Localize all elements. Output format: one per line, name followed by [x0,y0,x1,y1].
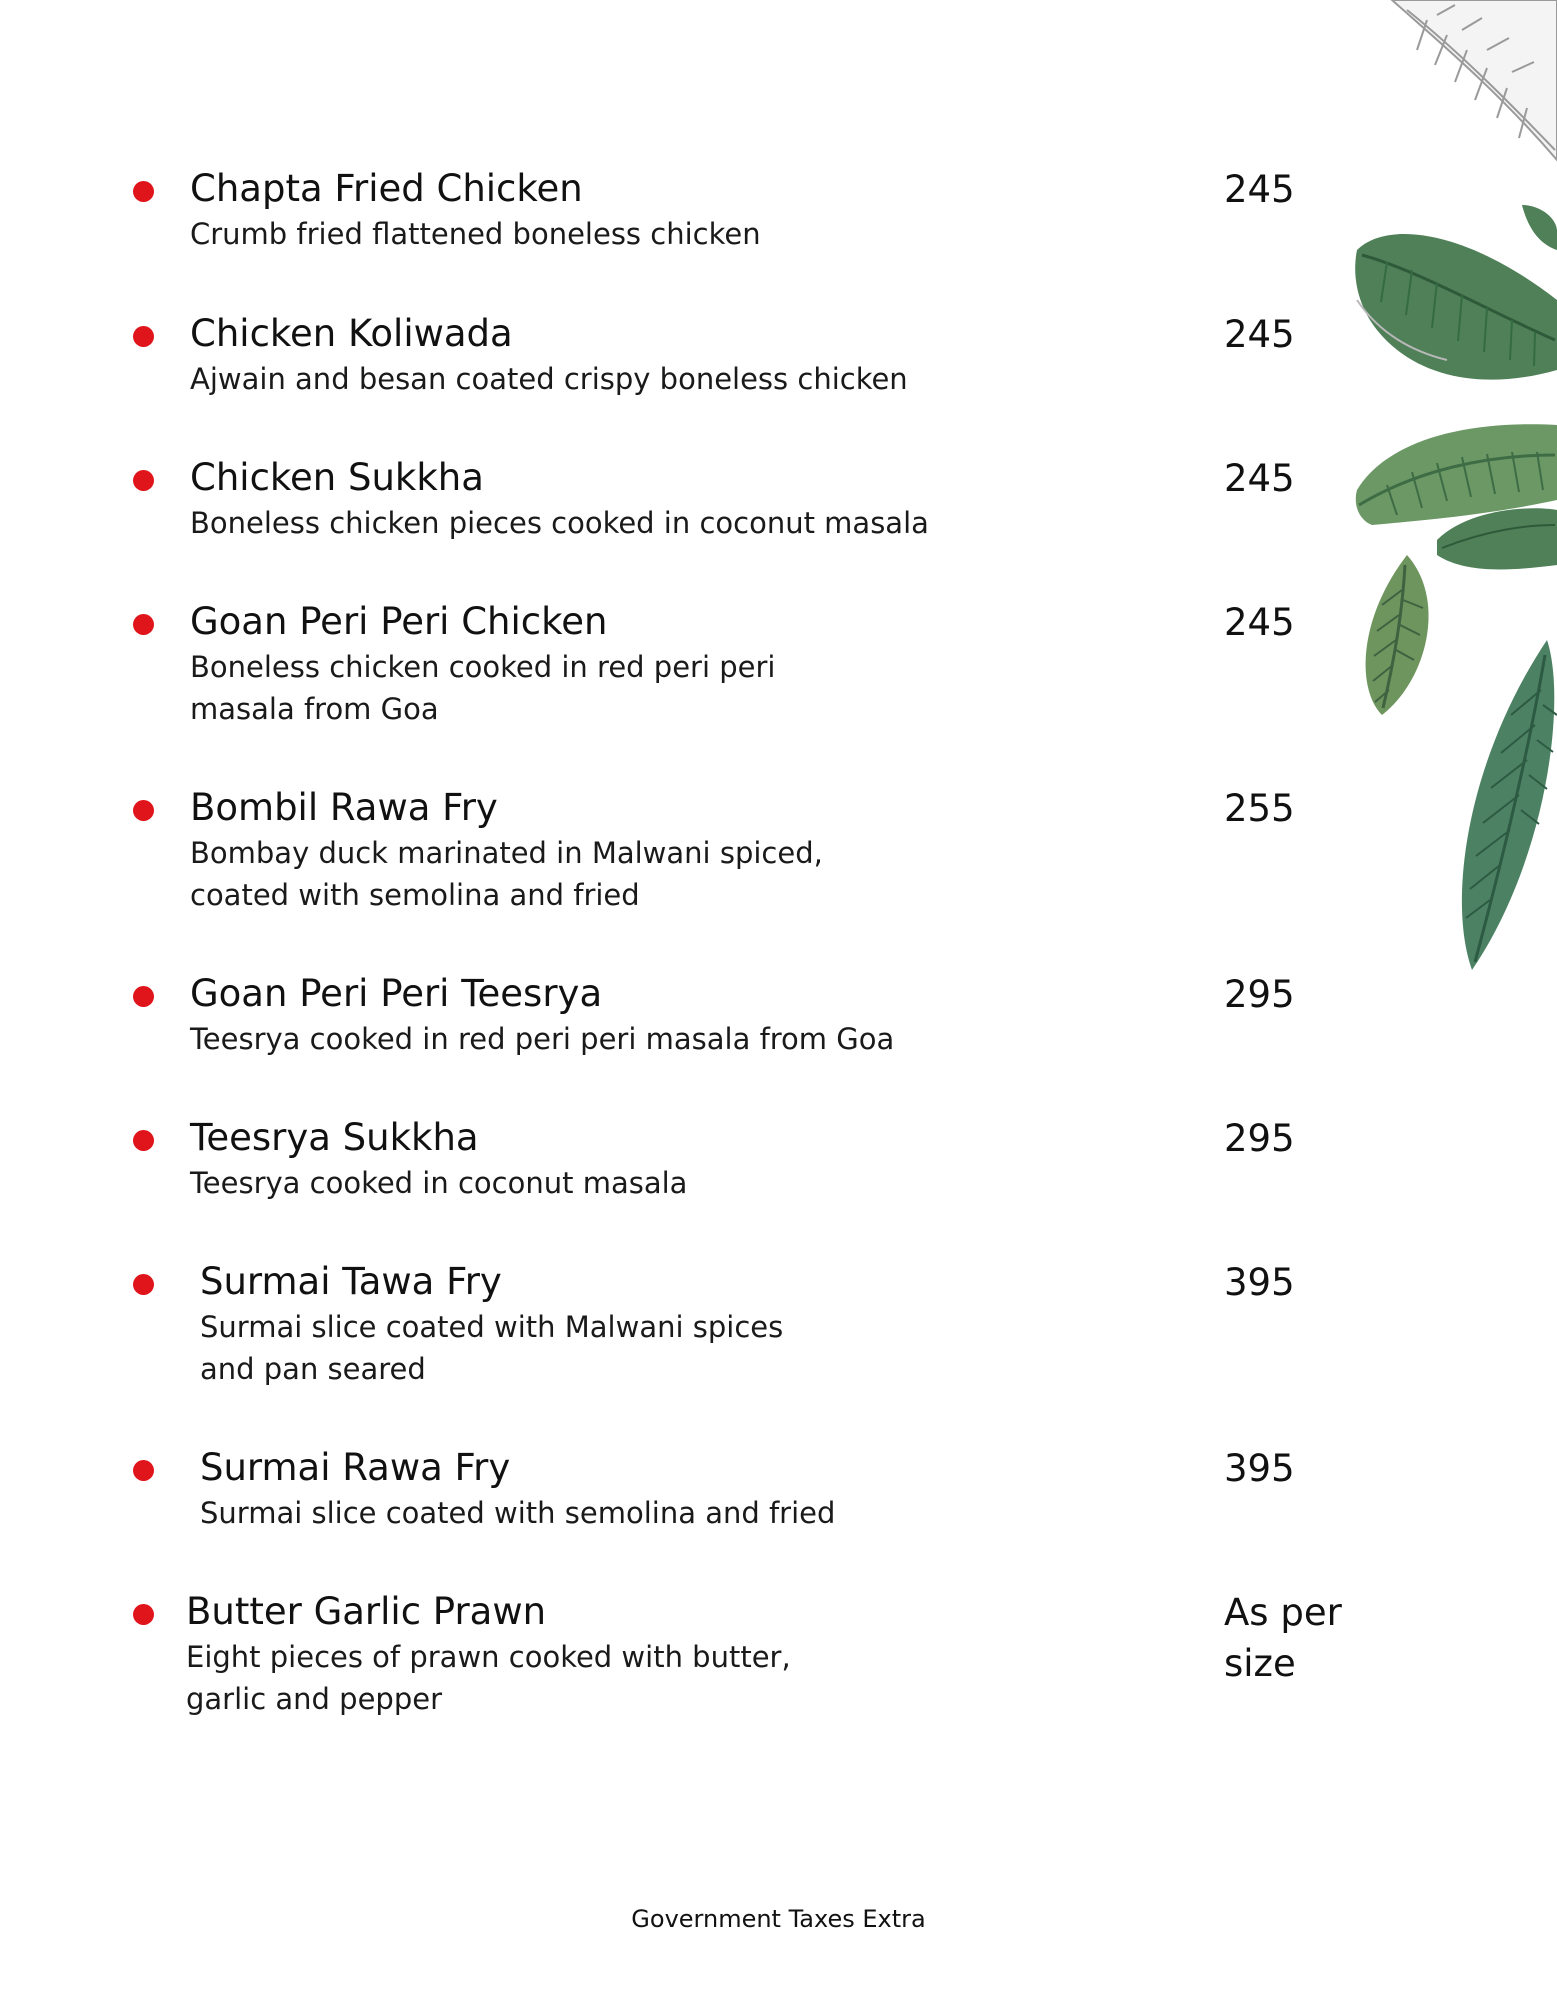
dish-name: Chapta Fried Chicken [190,167,583,210]
banana-leaf-icon [1522,205,1557,250]
banana-leaf-icon [1355,234,1557,380]
dish-price: 395 [1224,1447,1295,1490]
dish-description: Boneless chicken cooked in red peri peri [190,650,776,684]
dish-price: 245 [1224,457,1295,500]
bullet-icon [133,614,154,635]
bullet-icon [133,326,154,347]
dish-name: Chicken Sukkha [190,456,484,499]
bullet-icon [133,986,154,1007]
dish-description: Eight pieces of prawn cooked with butter, [186,1640,791,1674]
bullet-icon [133,1130,154,1151]
bullet-icon [133,1460,154,1481]
dish-description: Ajwain and besan coated crispy boneless chicken [190,362,908,396]
dish-description: Crumb fried flattened boneless chicken [190,217,761,251]
dish-price: 245 [1224,313,1295,356]
dish-price: 295 [1224,973,1295,1016]
dish-price: 255 [1224,787,1295,830]
dish-price: size [1224,1642,1296,1685]
banana-leaf-icon [1462,640,1557,970]
dish-name: Goan Peri Peri Teesrya [190,972,603,1015]
dish-name: Bombil Rawa Fry [190,786,498,829]
dish-price: 295 [1224,1117,1295,1160]
dish-description: Surmai slice coated with Malwani spices [200,1310,784,1344]
dish-name: Teesrya Sukkha [190,1116,479,1159]
dish-name: Butter Garlic Prawn [186,1590,547,1633]
bullet-icon [133,800,154,821]
sketch-leaf-icon [1392,0,1557,160]
dish-name: Surmai Rawa Fry [200,1446,511,1489]
dish-description: Teesrya cooked in red peri peri masala from Goa [190,1022,895,1056]
dish-name: Goan Peri Peri Chicken [190,600,608,643]
bullet-icon [133,470,154,491]
dish-description: Surmai slice coated with semolina and fried [200,1496,836,1530]
dish-name: Chicken Koliwada [190,312,513,355]
taxes-note: Government Taxes Extra [631,1905,926,1933]
dish-price: 245 [1224,601,1295,644]
bullet-icon [133,1604,154,1625]
dish-description: Bombay duck marinated in Malwani spiced, [190,836,823,870]
banana-leaves-illustration [1297,0,1557,980]
dish-price: As per [1224,1591,1342,1634]
dish-description: masala from Goa [190,692,439,726]
bullet-icon [133,1274,154,1295]
dish-description: Boneless chicken pieces cooked in coconut masala [190,506,929,540]
dish-price: 245 [1224,168,1295,211]
dish-description: and pan seared [200,1352,426,1386]
dish-description: garlic and pepper [186,1682,442,1716]
dish-description: coated with semolina and fried [190,878,640,912]
bullet-icon [133,181,154,202]
dish-description: Teesrya cooked in coconut masala [190,1166,688,1200]
dish-name: Surmai Tawa Fry [200,1260,502,1303]
banana-leaf-icon [1366,555,1429,715]
banana-leaf-icon [1437,508,1557,569]
dish-price: 395 [1224,1261,1295,1304]
